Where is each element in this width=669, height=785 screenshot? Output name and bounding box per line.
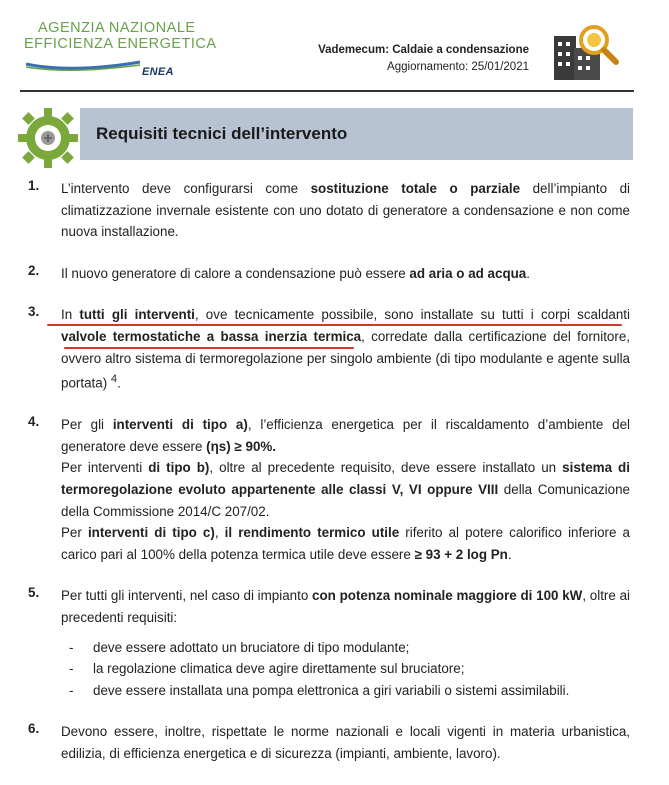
req-emphasis: (ηs) ≥ 90%.	[206, 438, 277, 454]
req-text: ,	[214, 525, 225, 541]
agency-name-line1: AGENZIA NAZIONALE	[38, 20, 196, 36]
logo-swoosh-icon	[24, 56, 144, 72]
enea-logo	[24, 20, 217, 82]
req-text: Devono essere, inoltre, rispettate le norme nazionali e locali vigenti in materia urbanistica, edilizia, di efficienza energetica e di sicurezza (impianti, ambiente, lavoro).	[61, 724, 630, 761]
req-text: L’intervento deve configurarsi come	[61, 181, 311, 196]
req-emphasis: sostituzione totale o parziale	[310, 181, 521, 196]
list-item	[61, 637, 630, 659]
req-text: , l’efficienza energetica per il riscaldamento d’ambiente del generatore deve essere	[61, 417, 630, 454]
requirement-number: 5.	[28, 585, 40, 601]
req-text: Per tutti gli interventi, nel caso di impianto	[61, 588, 313, 604]
req-text: dell’impianto di climatizzazione invernale esistente con uno dotato di generatore a condensazione e non come nuova installazione.	[61, 181, 630, 240]
requirement-item-2	[24, 263, 630, 285]
req-text: .	[117, 375, 121, 391]
req-text: , oltre al precedente requisito, deve essere installato un	[209, 460, 563, 476]
req-text: Per interventi	[61, 460, 149, 476]
requirement-number: 3.	[28, 304, 40, 320]
req-text: , ove tecnicamente possibile, sono installate su tutti i corpi scaldanti	[194, 307, 631, 323]
req-emphasis: valvole termostatiche a bassa inerzia termica	[61, 328, 362, 344]
req-text: , corredate dalla certificazione del fornitore, ovvero altro sistema di termoregolazione per singolo ambiente (di tipo modulante e agente sulla portata)	[61, 328, 630, 391]
requirement-item-5	[24, 585, 630, 701]
list-item	[61, 680, 630, 702]
requirements-list	[24, 178, 630, 785]
sub-requirements-list	[61, 637, 630, 702]
req-emphasis: il rendimento termico utile	[224, 525, 400, 541]
dash-bullet: -	[69, 661, 74, 677]
footnote-ref: 4	[110, 373, 118, 386]
sub-item-text: deve essere adottato un bruciatore di tipo modulante;	[93, 639, 410, 655]
requirement-item-3	[24, 304, 630, 394]
requirement-number: 2.	[28, 262, 40, 278]
req-paragraph	[61, 414, 630, 457]
req-text: riferito al potere calorifico inferiore a carico pari al 100% della potenza termica utile deve essere	[61, 525, 630, 562]
list-item	[61, 658, 630, 680]
building-magnifier-icon	[550, 22, 622, 82]
requirement-number: 1.	[28, 178, 40, 193]
update-date: Aggiornamento: 25/01/2021	[387, 61, 529, 73]
requirement-item-4	[24, 414, 630, 565]
sub-item-text: deve essere installata una pompa elettronica a giri variabili o sistemi assimilabili.	[93, 682, 570, 698]
document-title: Vademecum: Caldaie a condensazione	[318, 44, 529, 56]
req-paragraph	[61, 457, 630, 522]
req-text: Per	[61, 525, 88, 541]
dash-bullet: -	[69, 682, 74, 698]
req-text: .	[526, 265, 530, 281]
requirement-item-6	[24, 721, 630, 764]
req-emphasis: con potenza nominale maggiore di 100 kW	[312, 588, 583, 604]
req-text: In	[61, 307, 80, 323]
section-title: Requisiti tecnici dell’intervento	[96, 124, 348, 143]
sub-item-text: la regolazione climatica deve agire direttamente sul bruciatore;	[93, 661, 465, 677]
document-header-info	[318, 42, 529, 76]
req-emphasis: di tipo b)	[148, 460, 210, 476]
req-emphasis: ad aria o ad acqua	[409, 265, 527, 281]
req-emphasis: interventi di tipo c)	[87, 525, 215, 541]
req-text: della Comunicazione della Commissione 2014/C 207/02.	[61, 482, 630, 519]
req-text: .	[507, 546, 512, 562]
agency-name-line2: EFFICIENZA ENERGETICA	[24, 36, 217, 52]
req-paragraph	[61, 522, 630, 565]
req-emphasis: ≥ 93 + 2 log Pn	[414, 546, 508, 562]
requirement-number: 6.	[28, 721, 40, 737]
header-divider	[20, 90, 634, 92]
enea-brand: ENEA	[142, 66, 174, 78]
req-text: Per gli	[61, 417, 113, 433]
requirement-item-1	[24, 178, 630, 243]
req-emphasis: interventi di tipo a)	[112, 417, 248, 433]
req-emphasis: tutti gli interventi	[79, 307, 195, 323]
req-text: , oltre ai precedenti requisiti:	[61, 588, 630, 625]
gear-icon	[14, 104, 82, 170]
dash-bullet: -	[69, 639, 74, 655]
req-emphasis: sistema di termoregolazione evoluto appartenente alle classi V, VI oppure VIII	[61, 460, 630, 497]
req-text: Il nuovo generatore di calore a condensazione può essere	[61, 265, 410, 281]
requirement-number: 4.	[28, 414, 40, 430]
